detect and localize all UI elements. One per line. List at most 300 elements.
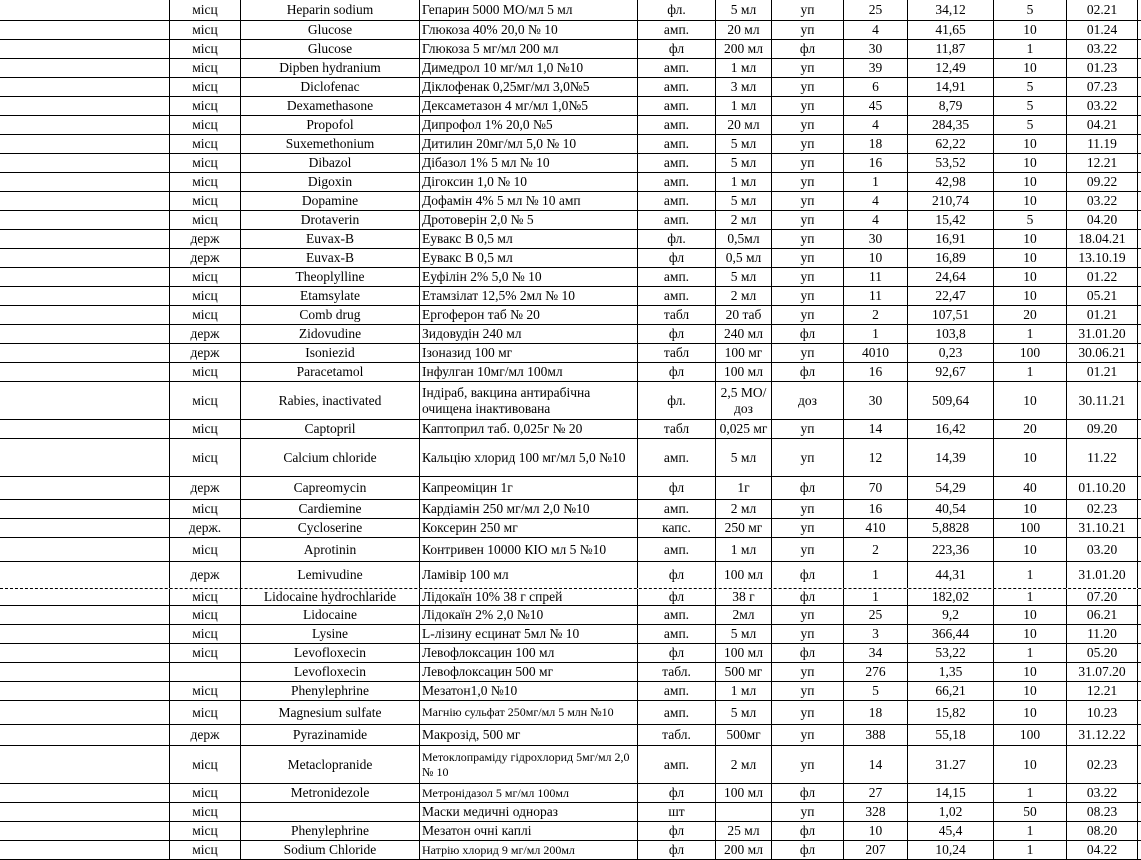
price-cell: 31.27 (907, 746, 993, 783)
inn-name-cell: Cycloserine (240, 519, 419, 537)
table-row (0, 841, 1141, 860)
trade-name-cell: Метронідазол 5 мг/мл 100мл (419, 784, 637, 802)
source-cell: місц (169, 606, 240, 624)
form-cell: фл (637, 562, 715, 588)
trade-name-cell: Дротоверін 2,0 № 5 (419, 211, 637, 229)
pack-size-cell: 10 (993, 249, 1066, 267)
quantity-cell: 70 (843, 477, 907, 499)
form-cell: амп. (637, 78, 715, 96)
source-cell: держ (169, 562, 240, 588)
source-cell: місц (169, 59, 240, 77)
expiry-cell: 01.23 (1066, 59, 1138, 77)
quantity-cell: 4 (843, 116, 907, 134)
expiry-cell: 06.21 (1066, 606, 1138, 624)
trade-name-cell: Глюкоза 5 мг/мл 200 мл (419, 40, 637, 58)
trade-name-cell: Коксерин 250 мг (419, 519, 637, 537)
form-cell: табл (637, 344, 715, 362)
expiry-cell: 09.20 (1066, 420, 1138, 438)
source-cell: держ (169, 725, 240, 745)
inn-name-cell: Lemivudine (240, 562, 419, 588)
expiry-cell: 01.24 (1066, 21, 1138, 39)
unit-cell: уп (771, 116, 843, 134)
pack-size-cell: 1 (993, 363, 1066, 381)
unit-cell: уп (771, 625, 843, 643)
form-cell: амп. (637, 682, 715, 700)
pack-size-cell: 10 (993, 746, 1066, 783)
dose-cell: 2 мл (715, 500, 771, 518)
expiry-cell: 11.19 (1066, 135, 1138, 153)
pack-size-cell: 10 (993, 135, 1066, 153)
table-row (0, 725, 1141, 746)
form-cell: фл. (637, 0, 715, 20)
table-row (0, 538, 1141, 562)
table-row (0, 682, 1141, 701)
quantity-cell: 2 (843, 306, 907, 324)
price-cell: 40,54 (907, 500, 993, 518)
quantity-cell: 1 (843, 325, 907, 343)
dose-cell: 2 мл (715, 211, 771, 229)
quantity-cell: 1 (843, 562, 907, 588)
unit-cell: уп (771, 500, 843, 518)
expiry-cell: 03.22 (1066, 192, 1138, 210)
dose-cell: 100 мл (715, 784, 771, 802)
unit-cell: уп (771, 154, 843, 172)
trade-name-cell: Капреоміцин 1г (419, 477, 637, 499)
price-cell: 210,74 (907, 192, 993, 210)
unit-cell: уп (771, 135, 843, 153)
form-cell: табл (637, 420, 715, 438)
price-cell: 22,47 (907, 287, 993, 305)
expiry-cell: 04.20 (1066, 211, 1138, 229)
dose-cell: 500мг (715, 725, 771, 745)
source-cell: місц (169, 154, 240, 172)
unit-cell: фл (771, 40, 843, 58)
inn-name-cell: Dopamine (240, 192, 419, 210)
source-cell: місц (169, 382, 240, 419)
expiry-cell: 05.20 (1066, 644, 1138, 662)
quantity-cell: 25 (843, 0, 907, 20)
inn-name-cell: Digoxin (240, 173, 419, 191)
source-cell: місц (169, 0, 240, 20)
table-row (0, 382, 1141, 420)
expiry-cell: 02.23 (1066, 746, 1138, 783)
unit-cell: доз (771, 382, 843, 419)
inn-name-cell: Levofloxecin (240, 644, 419, 662)
dose-cell: 1 мл (715, 59, 771, 77)
pack-size-cell: 5 (993, 78, 1066, 96)
unit-cell: уп (771, 606, 843, 624)
pack-size-cell: 10 (993, 606, 1066, 624)
inn-name-cell: Lidocaine (240, 606, 419, 624)
unit-cell: фл (771, 822, 843, 840)
trade-name-cell: Індіраб, вакцина антирабічна очищена інактивована (419, 382, 637, 419)
unit-cell: уп (771, 306, 843, 324)
dose-cell: 240 мл (715, 325, 771, 343)
expiry-cell: 18.04.21 (1066, 230, 1138, 248)
price-cell: 16,42 (907, 420, 993, 438)
expiry-cell: 31.01.20 (1066, 325, 1138, 343)
quantity-cell: 12 (843, 439, 907, 476)
price-cell: 24,64 (907, 268, 993, 286)
table-row (0, 268, 1141, 287)
dose-cell: 2,5 МО/доз (715, 382, 771, 419)
quantity-cell: 27 (843, 784, 907, 802)
form-cell: фл. (637, 382, 715, 419)
table-row (0, 589, 1141, 606)
trade-name-cell: Мезатон очні каплі (419, 822, 637, 840)
expiry-cell: 08.20 (1066, 822, 1138, 840)
source-cell: місц (169, 784, 240, 802)
dose-cell: 2мл (715, 606, 771, 624)
price-cell: 42,98 (907, 173, 993, 191)
trade-name-cell: Дипрофол 1% 20,0 №5 (419, 116, 637, 134)
table-row (0, 477, 1141, 500)
trade-name-cell: Еувакс В 0,5 мл (419, 230, 637, 248)
pack-size-cell: 20 (993, 420, 1066, 438)
price-cell: 11,87 (907, 40, 993, 58)
pack-size-cell: 10 (993, 382, 1066, 419)
price-cell: 9,2 (907, 606, 993, 624)
pack-size-cell: 10 (993, 682, 1066, 700)
pack-size-cell: 1 (993, 562, 1066, 588)
quantity-cell: 11 (843, 268, 907, 286)
inn-name-cell: Metaclopranide (240, 746, 419, 783)
form-cell: фл (637, 477, 715, 499)
inn-name-cell: Dibazol (240, 154, 419, 172)
pack-size-cell: 10 (993, 21, 1066, 39)
form-cell: фл. (637, 230, 715, 248)
dose-cell: 20 мл (715, 21, 771, 39)
trade-name-cell: Магнію сульфат 250мг/мл 5 млн №10 (419, 701, 637, 724)
source-cell: місц (169, 500, 240, 518)
quantity-cell: 30 (843, 230, 907, 248)
trade-name-cell: Каптоприл таб. 0,025г № 20 (419, 420, 637, 438)
inn-name-cell: Diclofenac (240, 78, 419, 96)
price-cell: 284,35 (907, 116, 993, 134)
source-cell: місц (169, 589, 240, 605)
dose-cell: 5 мл (715, 0, 771, 20)
inn-name-cell: Phenylephrine (240, 682, 419, 700)
quantity-cell: 10 (843, 822, 907, 840)
quantity-cell: 14 (843, 420, 907, 438)
trade-name-cell: Дігоксин 1,0 № 10 (419, 173, 637, 191)
quantity-cell: 10 (843, 249, 907, 267)
form-cell: амп. (637, 211, 715, 229)
expiry-cell: 02.23 (1066, 500, 1138, 518)
form-cell: фл (637, 325, 715, 343)
table-row (0, 663, 1141, 682)
unit-cell: уп (771, 249, 843, 267)
unit-cell: уп (771, 519, 843, 537)
expiry-cell: 01.21 (1066, 306, 1138, 324)
price-cell: 1,02 (907, 803, 993, 821)
trade-name-cell: Левофлоксацин 500 мг (419, 663, 637, 681)
form-cell: амп. (637, 538, 715, 561)
unit-cell: уп (771, 663, 843, 681)
dose-cell: 0,5мл (715, 230, 771, 248)
inn-name-cell: Aprotinin (240, 538, 419, 561)
expiry-cell: 10.23 (1066, 701, 1138, 724)
price-cell: 66,21 (907, 682, 993, 700)
source-cell: місц (169, 287, 240, 305)
inn-name-cell: Drotaverin (240, 211, 419, 229)
pack-size-cell: 1 (993, 822, 1066, 840)
price-cell: 5,8828 (907, 519, 993, 537)
quantity-cell: 5 (843, 682, 907, 700)
expiry-cell: 30.06.21 (1066, 344, 1138, 362)
inn-name-cell: Lidocaine hydrochlaride (240, 589, 419, 605)
trade-name-cell: Метоклопраміду гідрохлорид 5мг/мл 2,0 № 10 (419, 746, 637, 783)
pack-size-cell: 10 (993, 701, 1066, 724)
dose-cell: 100 мл (715, 644, 771, 662)
price-cell: 41,65 (907, 21, 993, 39)
form-cell: табл (637, 306, 715, 324)
quantity-cell: 388 (843, 725, 907, 745)
source-cell: місц (169, 803, 240, 821)
table-row (0, 822, 1141, 841)
form-cell: фл (637, 363, 715, 381)
trade-name-cell: Кальцію хлорид 100 мг/мл 5,0 №10 (419, 439, 637, 476)
source-cell: місц (169, 420, 240, 438)
quantity-cell: 14 (843, 746, 907, 783)
trade-name-cell: Еувакс В 0,5 мл (419, 249, 637, 267)
table-row (0, 230, 1141, 249)
inn-name-cell: Isoniezid (240, 344, 419, 362)
pack-size-cell: 10 (993, 154, 1066, 172)
dose-cell: 5 мл (715, 701, 771, 724)
source-cell: місц (169, 363, 240, 381)
quantity-cell: 4010 (843, 344, 907, 362)
trade-name-cell: Лідокаїн 10% 38 г спрей (419, 589, 637, 605)
inn-name-cell: Capreomycin (240, 477, 419, 499)
table-row (0, 154, 1141, 173)
price-cell: 14,91 (907, 78, 993, 96)
unit-cell: уп (771, 701, 843, 724)
quantity-cell: 410 (843, 519, 907, 537)
unit-cell: фл (771, 644, 843, 662)
quantity-cell: 45 (843, 97, 907, 115)
dose-cell: 2 мл (715, 287, 771, 305)
table-row (0, 116, 1141, 135)
pack-size-cell: 5 (993, 97, 1066, 115)
unit-cell: уп (771, 0, 843, 20)
price-cell: 45,4 (907, 822, 993, 840)
source-cell: місц (169, 538, 240, 561)
price-cell: 223,36 (907, 538, 993, 561)
quantity-cell: 2 (843, 538, 907, 561)
table-row (0, 606, 1141, 625)
unit-cell: фл (771, 589, 843, 605)
table-row (0, 249, 1141, 268)
expiry-cell: 03.20 (1066, 538, 1138, 561)
form-cell: амп. (637, 701, 715, 724)
form-cell: амп. (637, 116, 715, 134)
dose-cell: 0,025 мг (715, 420, 771, 438)
table-row (0, 420, 1141, 439)
source-cell: держ (169, 249, 240, 267)
trade-name-cell: Дібазол 1% 5 мл № 10 (419, 154, 637, 172)
expiry-cell: 07.23 (1066, 78, 1138, 96)
trade-name-cell: Дофамін 4% 5 мл № 10 амп (419, 192, 637, 210)
trade-name-cell: Гепарин 5000 МО/мл 5 мл (419, 0, 637, 20)
quantity-cell: 18 (843, 701, 907, 724)
dose-cell: 2 мл (715, 746, 771, 783)
price-cell: 103,8 (907, 325, 993, 343)
table-row (0, 211, 1141, 230)
pack-size-cell: 10 (993, 625, 1066, 643)
quantity-cell: 11 (843, 287, 907, 305)
table-row (0, 784, 1141, 803)
unit-cell: уп (771, 211, 843, 229)
dose-cell: 5 мл (715, 192, 771, 210)
source-cell: місц (169, 701, 240, 724)
expiry-cell: 03.22 (1066, 40, 1138, 58)
price-cell: 10,24 (907, 841, 993, 859)
dose-cell: 1 мл (715, 682, 771, 700)
dose-cell: 25 мл (715, 822, 771, 840)
inn-name-cell: Glucose (240, 40, 419, 58)
pack-size-cell: 1 (993, 589, 1066, 605)
expiry-cell: 12.21 (1066, 154, 1138, 172)
inn-name-cell: Magnesium sulfate (240, 701, 419, 724)
form-cell: амп. (637, 154, 715, 172)
unit-cell: уп (771, 268, 843, 286)
dose-cell: 5 мл (715, 439, 771, 476)
table-row (0, 746, 1141, 784)
pack-size-cell: 100 (993, 725, 1066, 745)
unit-cell: уп (771, 538, 843, 561)
inn-name-cell: Dipben hydranium (240, 59, 419, 77)
quantity-cell: 25 (843, 606, 907, 624)
trade-name-cell: Мезатон1,0 №10 (419, 682, 637, 700)
source-cell: держ (169, 230, 240, 248)
quantity-cell: 16 (843, 363, 907, 381)
pack-size-cell: 1 (993, 644, 1066, 662)
quantity-cell: 39 (843, 59, 907, 77)
form-cell: амп. (637, 59, 715, 77)
form-cell: амп. (637, 746, 715, 783)
price-cell: 14,39 (907, 439, 993, 476)
dose-cell: 5 мл (715, 268, 771, 286)
source-cell: місц (169, 78, 240, 96)
expiry-cell: 12.21 (1066, 682, 1138, 700)
form-cell: фл (637, 841, 715, 859)
price-cell: 107,51 (907, 306, 993, 324)
unit-cell: уп (771, 420, 843, 438)
source-cell: місц (169, 822, 240, 840)
pack-size-cell: 50 (993, 803, 1066, 821)
table-row (0, 287, 1141, 306)
dose-cell: 5 мл (715, 135, 771, 153)
pack-size-cell: 1 (993, 40, 1066, 58)
expiry-cell: 30.11.21 (1066, 382, 1138, 419)
dose-cell (715, 803, 771, 821)
source-cell (169, 663, 240, 681)
table-row (0, 562, 1141, 589)
table-row (0, 40, 1141, 59)
price-cell: 12,49 (907, 59, 993, 77)
inn-name-cell: Calcium chloride (240, 439, 419, 476)
price-cell: 53,52 (907, 154, 993, 172)
table-row (0, 519, 1141, 538)
pack-size-cell: 10 (993, 192, 1066, 210)
form-cell: капс. (637, 519, 715, 537)
pack-size-cell: 5 (993, 211, 1066, 229)
dose-cell: 200 мл (715, 841, 771, 859)
form-cell: фл (637, 644, 715, 662)
inn-name-cell: Levofloxecin (240, 663, 419, 681)
form-cell: амп. (637, 625, 715, 643)
inn-name-cell: Pyrazinamide (240, 725, 419, 745)
dose-cell: 3 мл (715, 78, 771, 96)
price-cell: 55,18 (907, 725, 993, 745)
dose-cell: 1 мл (715, 538, 771, 561)
dose-cell: 250 мг (715, 519, 771, 537)
price-cell: 8,79 (907, 97, 993, 115)
table-row (0, 439, 1141, 477)
quantity-cell: 16 (843, 154, 907, 172)
table-row (0, 644, 1141, 663)
inn-name-cell: Etamsylate (240, 287, 419, 305)
inn-name-cell: Phenylephrine (240, 822, 419, 840)
trade-name-cell: Димедрол 10 мг/мл 1,0 №10 (419, 59, 637, 77)
source-cell: місц (169, 97, 240, 115)
price-cell: 53,22 (907, 644, 993, 662)
form-cell: табл. (637, 725, 715, 745)
pack-size-cell: 20 (993, 306, 1066, 324)
quantity-cell: 18 (843, 135, 907, 153)
trade-name-cell: Ламівір 100 мл (419, 562, 637, 588)
trade-name-cell: Дитилин 20мг/мл 5,0 № 10 (419, 135, 637, 153)
pack-size-cell: 10 (993, 663, 1066, 681)
trade-name-cell: Етамзілат 12,5% 2мл № 10 (419, 287, 637, 305)
source-cell: місц (169, 625, 240, 643)
price-cell: 92,67 (907, 363, 993, 381)
expiry-cell: 31.12.22 (1066, 725, 1138, 745)
expiry-cell: 08.23 (1066, 803, 1138, 821)
inn-name-cell: Captopril (240, 420, 419, 438)
form-cell: амп. (637, 192, 715, 210)
inn-name-cell: Paracetamol (240, 363, 419, 381)
form-cell: амп. (637, 21, 715, 39)
source-cell: місц (169, 306, 240, 324)
expiry-cell: 03.22 (1066, 97, 1138, 115)
pack-size-cell: 10 (993, 268, 1066, 286)
price-cell: 1,35 (907, 663, 993, 681)
table-row (0, 344, 1141, 363)
unit-cell: уп (771, 21, 843, 39)
unit-cell: уп (771, 803, 843, 821)
table-row (0, 803, 1141, 822)
source-cell: держ (169, 344, 240, 362)
trade-name-cell: Ергоферон таб № 20 (419, 306, 637, 324)
pack-size-cell: 10 (993, 230, 1066, 248)
inn-name-cell: Heparin sodium (240, 0, 419, 20)
price-cell: 182,02 (907, 589, 993, 605)
quantity-cell: 276 (843, 663, 907, 681)
dose-cell: 38 г (715, 589, 771, 605)
quantity-cell: 1 (843, 589, 907, 605)
table-row (0, 173, 1141, 192)
dose-cell: 20 мл (715, 116, 771, 134)
pack-size-cell: 1 (993, 325, 1066, 343)
unit-cell: уп (771, 173, 843, 191)
pack-size-cell: 10 (993, 287, 1066, 305)
quantity-cell: 3 (843, 625, 907, 643)
source-cell: місц (169, 192, 240, 210)
inn-name-cell: Euvax-B (240, 230, 419, 248)
expiry-cell: 04.21 (1066, 116, 1138, 134)
